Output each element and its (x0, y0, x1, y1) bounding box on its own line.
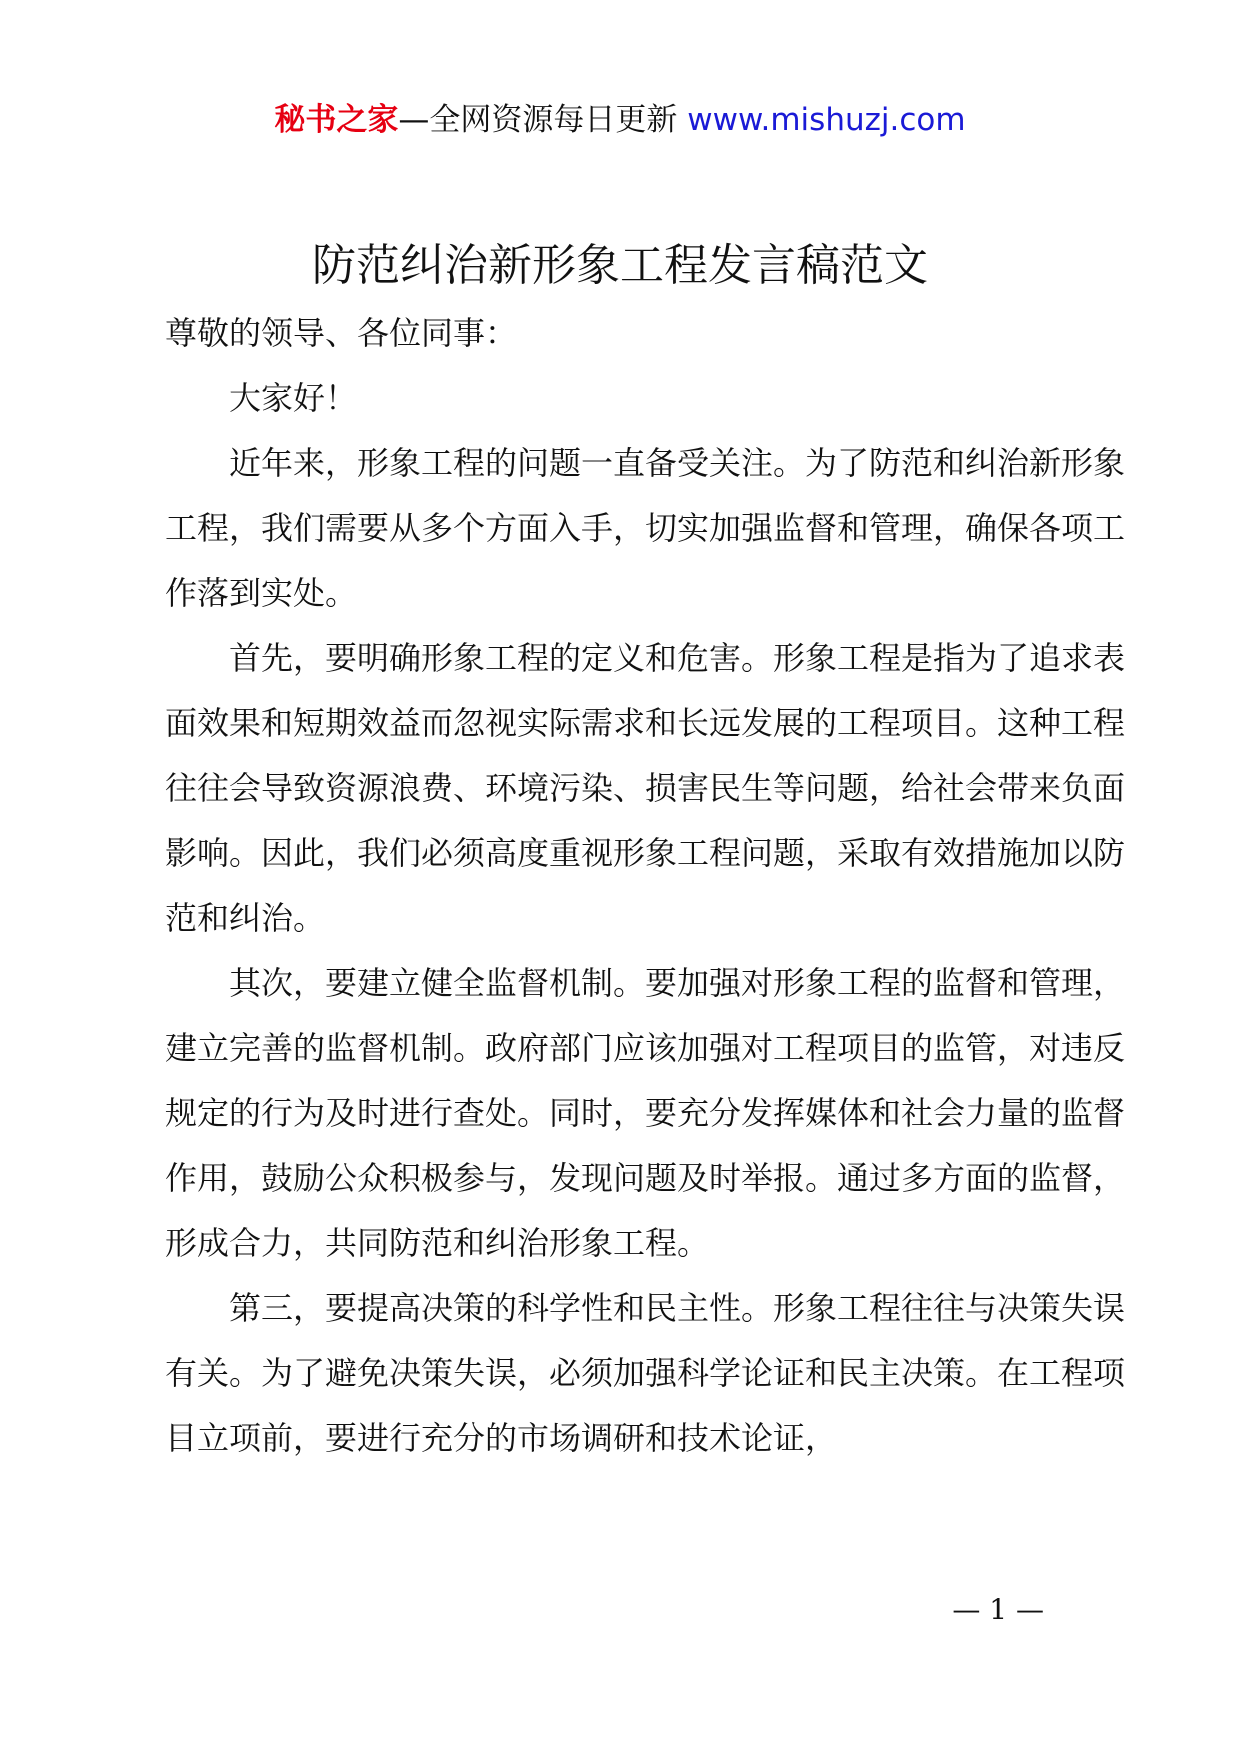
document-title: 防范纠治新形象工程发言稿范文 (312, 240, 928, 291)
body-paragraph: 首先，要明确形象工程的定义和危害。形象工程是指为了追求表面效果和短期效益而忽视实际需求和长远发展的工程项目。这种工程往往会导致资源浪费、环境污染、损害民生等问题，给社会带来负面影响。因此，我们必须高度重视形象工程问题，采取有效措施加以防范和纠治。 (165, 639, 1126, 937)
site-brand: 秘书之家 (274, 102, 399, 138)
site-header (0, 96, 1240, 144)
salutation: 尊敬的领导、各位同事： (165, 314, 518, 352)
site-tagline: —全网资源每日更新 (398, 102, 678, 138)
page-number: — 1 — (952, 1593, 1044, 1626)
site-url-link[interactable]: www.mishuzj.com (687, 102, 966, 138)
document-body (165, 301, 1125, 1471)
body-paragraph: 其次，要建立健全监督机制。要加强对形象工程的监督和管理，建立完善的监督机制。政府部门应该加强对工程项目的监管，对违反规定的行为及时进行查处。同时，要充分发挥媒体和社会力量的监督作用，鼓励公众积极参与，发现问题及时举报。通过多方面的监督，形成合力，共同防范和纠治形象工程。 (165, 964, 1126, 1262)
greeting: 大家好！ (229, 379, 358, 417)
body-paragraph: 第三，要提高决策的科学性和民主性。形象工程往往与决策失误有关。为了避免决策失误，必须加强科学论证和民主决策。在工程项目立项前，要进行充分的市场调研和技术论证， (165, 1289, 1126, 1457)
body-paragraph: 近年来，形象工程的问题一直备受关注。为了防范和纠治新形象工程，我们需要从多个方面入手，切实加强监督和管理，确保各项工作落到实处。 (165, 444, 1126, 612)
